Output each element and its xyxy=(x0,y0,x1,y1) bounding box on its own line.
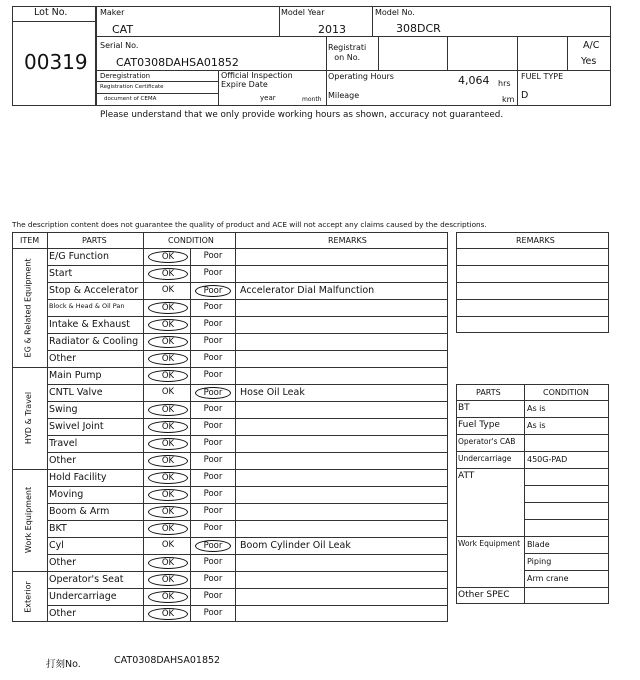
condition-ok: OK xyxy=(148,608,188,620)
spec-part: Undercarriage xyxy=(458,454,512,463)
header-item: ITEM xyxy=(20,236,40,245)
part-name: Other xyxy=(49,557,76,568)
part-name: Moving xyxy=(49,489,84,500)
row-line xyxy=(47,316,448,317)
group-divider xyxy=(12,571,448,572)
part-name: Hold Facility xyxy=(49,472,107,483)
part-name: Other xyxy=(49,455,76,466)
inspection-label: Official Inspection Expire Date xyxy=(221,71,293,89)
condition-ok: OK xyxy=(161,387,175,397)
right-parts-header: PARTS xyxy=(476,388,501,397)
right-row-line xyxy=(456,587,609,588)
part-name: Cyl xyxy=(49,540,64,551)
right-remarks-line xyxy=(456,265,609,266)
spec-part: ATT xyxy=(458,471,475,481)
condition-ok: OK xyxy=(148,472,188,484)
fuel-type-value: D xyxy=(521,90,529,101)
spec-part: Work Equipment xyxy=(458,539,521,548)
spec-condition: As is xyxy=(527,421,546,430)
right-row-line xyxy=(456,434,609,435)
condition-ok: OK xyxy=(148,370,188,382)
group-label: HYD & Travel xyxy=(23,391,33,445)
row-line xyxy=(47,537,448,538)
spec-part: Other SPEC xyxy=(458,590,510,600)
lot-number: 00319 xyxy=(24,50,88,74)
row-line xyxy=(47,401,448,402)
stamp-no-value: CAT0308DAHSA01852 xyxy=(114,655,221,666)
condition-poor: Poor xyxy=(203,506,223,516)
remark-text: Accelerator Dial Malfunction xyxy=(240,285,375,296)
condition-poor: Poor xyxy=(203,574,223,584)
hours-notice: Please understand that we only provide working hours as shown, accuracy not guaranteed. xyxy=(100,110,504,120)
row-line xyxy=(47,333,448,334)
spec-condition: Blade xyxy=(527,540,550,549)
condition-poor: Poor xyxy=(195,540,231,552)
condition-poor: Poor xyxy=(203,336,223,346)
part-name: Radiator & Cooling xyxy=(49,336,139,347)
condition-ok: OK xyxy=(148,438,188,450)
right-remarks-line xyxy=(456,299,609,300)
part-name: Operator's Seat xyxy=(49,574,124,585)
year-label: year xyxy=(260,94,276,102)
serial-label: Serial No. xyxy=(100,41,139,50)
condition-poor: Poor xyxy=(203,370,223,380)
part-name: Block & Head & Oil Pan xyxy=(49,302,125,310)
ac-value: Yes xyxy=(581,56,597,67)
remark-text: Hose Oil Leak xyxy=(240,387,305,398)
condition-poor: Poor xyxy=(203,608,223,618)
condition-ok: OK xyxy=(148,336,188,348)
condition-ok: OK xyxy=(161,540,175,550)
registration-label: Registrati on No. xyxy=(328,43,367,62)
stamp-no-label: 打刻No. xyxy=(46,659,81,670)
condition-poor: Poor xyxy=(203,557,223,567)
part-name: Other xyxy=(49,353,76,364)
condition-poor: Poor xyxy=(203,523,223,533)
condition-ok: OK xyxy=(148,523,188,535)
condition-poor: Poor xyxy=(203,421,223,431)
ac-label: A/C xyxy=(583,40,600,51)
spec-condition: 450G-PAD xyxy=(527,455,568,464)
condition-ok: OK xyxy=(148,574,188,586)
remark-text: Boom Cylinder Oil Leak xyxy=(240,540,351,551)
group-label: EG & Related Equipment xyxy=(23,258,33,357)
group-divider xyxy=(12,367,448,368)
condition-poor: Poor xyxy=(203,302,223,312)
right-row-line xyxy=(524,485,609,486)
condition-ok: OK xyxy=(148,353,188,365)
table-col-line xyxy=(143,232,144,622)
condition-poor: Poor xyxy=(203,591,223,601)
row-line xyxy=(47,486,448,487)
right-row-line xyxy=(524,570,609,571)
row-line xyxy=(47,452,448,453)
group-divider xyxy=(12,469,448,470)
reg-cert-label: Registration Certificate xyxy=(100,84,164,90)
part-name: E/G Function xyxy=(49,251,109,262)
spec-part: Operator's CAB xyxy=(458,437,516,446)
right-row-line xyxy=(456,536,609,537)
row-line xyxy=(47,265,448,266)
condition-ok: OK xyxy=(148,489,188,501)
part-name: Main Pump xyxy=(49,370,102,381)
operating-hours-value: 4,064 xyxy=(458,74,490,87)
row-line xyxy=(47,350,448,351)
part-name: Intake & Exhaust xyxy=(49,319,130,330)
row-line xyxy=(47,282,448,283)
row-line xyxy=(47,554,448,555)
row-line xyxy=(47,588,448,589)
spec-condition: Arm crane xyxy=(527,574,569,583)
row-line xyxy=(47,384,448,385)
part-name: Other xyxy=(49,608,76,619)
condition-ok: OK xyxy=(148,302,188,314)
part-name: Travel xyxy=(49,438,78,449)
condition-poor: Poor xyxy=(203,319,223,329)
condition-ok: OK xyxy=(148,591,188,603)
part-name: Stop & Accelerator xyxy=(49,285,139,296)
right-row-line xyxy=(456,400,609,401)
condition-poor: Poor xyxy=(203,353,223,363)
part-name: CNTL Valve xyxy=(49,387,103,398)
row-line xyxy=(47,435,448,436)
mileage-unit: km xyxy=(502,95,515,104)
right-row-line xyxy=(456,417,609,418)
operating-hours-label: Operating Hours xyxy=(328,72,394,81)
condition-poor: Poor xyxy=(203,455,223,465)
right-remarks-line xyxy=(456,248,609,249)
condition-ok: OK xyxy=(148,251,188,263)
mileage-label: Mileage xyxy=(328,91,360,100)
header-parts: PARTS xyxy=(82,236,107,245)
group-label: Exterior xyxy=(23,580,33,613)
table-col-line xyxy=(235,232,236,622)
serial-value: CAT0308DAHSA01852 xyxy=(116,56,239,69)
right-remarks-header: REMARKS xyxy=(516,236,555,245)
header-condition: CONDITION xyxy=(168,236,214,245)
spec-part: Fuel Type xyxy=(458,420,500,430)
table-col-line xyxy=(47,232,48,622)
condition-poor: Poor xyxy=(203,472,223,482)
condition-ok: OK xyxy=(148,404,188,416)
right-row-line xyxy=(524,519,609,520)
maker-value: CAT xyxy=(112,23,134,36)
part-name: Start xyxy=(49,268,73,279)
condition-poor: Poor xyxy=(203,489,223,499)
condition-ok: OK xyxy=(161,285,175,295)
model-year-label: Model Year xyxy=(281,8,325,17)
table-header-line xyxy=(12,248,448,249)
part-name: Swing xyxy=(49,404,78,415)
model-no-value: 308DCR xyxy=(396,22,441,35)
row-line xyxy=(47,605,448,606)
model-no-label: Model No. xyxy=(375,8,415,17)
maker-label: Maker xyxy=(100,8,125,17)
right-row-line xyxy=(456,451,609,452)
right-row-line xyxy=(456,468,609,469)
condition-poor: Poor xyxy=(203,404,223,414)
condition-ok: OK xyxy=(148,268,188,280)
lot-label: Lot No. xyxy=(34,7,68,18)
spec-part: BT xyxy=(458,403,470,413)
right-row-line xyxy=(524,553,609,554)
deregistration-label: Deregistration xyxy=(100,72,151,80)
model-year-value: 2013 xyxy=(318,23,346,36)
group-label: Work Equipment xyxy=(23,486,33,554)
condition-poor: Poor xyxy=(195,387,231,399)
fuel-type-label: FUEL TYPE xyxy=(521,72,564,81)
condition-poor: Poor xyxy=(195,285,231,297)
row-line xyxy=(47,299,448,300)
condition-ok: OK xyxy=(148,506,188,518)
right-remarks-line xyxy=(456,316,609,317)
row-line xyxy=(47,418,448,419)
part-name: Undercarriage xyxy=(49,591,117,602)
condition-poor: Poor xyxy=(203,438,223,448)
spec-condition: As is xyxy=(527,404,546,413)
condition-ok: OK xyxy=(148,319,188,331)
header-remarks: REMARKS xyxy=(328,236,367,245)
part-name: Swivel Joint xyxy=(49,421,104,432)
condition-ok: OK xyxy=(148,455,188,467)
spec-condition: Piping xyxy=(527,557,552,566)
right-condition-header: CONDITION xyxy=(543,388,589,397)
right-remarks-line xyxy=(456,282,609,283)
condition-poor: Poor xyxy=(203,251,223,261)
part-name: BKT xyxy=(49,523,67,534)
condition-ok: OK xyxy=(148,421,188,433)
row-line xyxy=(47,520,448,521)
part-name: Boom & Arm xyxy=(49,506,110,517)
right-row-line xyxy=(524,502,609,503)
hours-unit: hrs xyxy=(498,79,511,88)
disclaimer: The description content does not guarantee the quality of product and ACE will not accept any claims caused by the descriptions. xyxy=(12,220,487,229)
condition-poor: Poor xyxy=(203,268,223,278)
row-line xyxy=(47,503,448,504)
cema-label: document of CEMA xyxy=(104,96,157,102)
month-label: month xyxy=(302,96,322,103)
condition-ok: OK xyxy=(148,557,188,569)
